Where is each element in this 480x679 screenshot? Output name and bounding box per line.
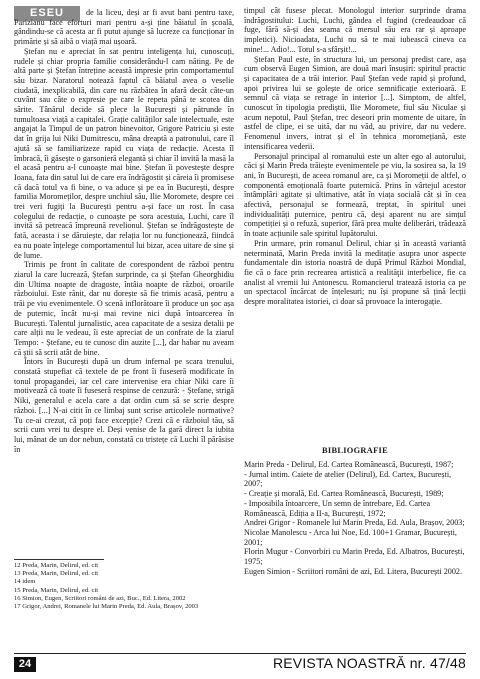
- footnote-item: 13 Preda, Marin, Delirul, ed. cit: [14, 570, 99, 578]
- footnote-item: 17 Grigor, Andrei, Romanele lui Marin Preda, Ed. Aula, Brașov, 2003: [14, 603, 199, 611]
- bibliography-title: BIBLIOGRAFIE: [322, 446, 388, 455]
- footer-rule: [14, 653, 466, 654]
- bibliography-entry: Florin Mugur - Convorbiri cu Marin Preda, Ed. Albatros, București, 1975;: [244, 547, 465, 567]
- left-paragraph-3: Trimis pe front în calitate de corespondent de război pentru ziarul la care lucrează, Ștefan surprinde, ca și Ștefan Gheorghidiu din Ultima noapte de dragoste, întâia noapte de război, oroarile războiului. Este rănit, dar nu dorește să fie trimis acasă, pentru a trăi pe viu evenimentele. O scenă inflorătoare îi produce un șoc așa de puternic, încât nu-și mai revine nici după întoarcerea în București. Talentul jurnalistic, acea capacitate de a sesiza detalii pe care alții nu le vedeau, îi este apreciat de un confrate de la ziarul Tempo: - Ștefane, eu te cunosc din auzite [...], dar habar nu aveam că știi să scrii atât de bine.: [14, 260, 234, 357]
- footnote-separator: [14, 559, 104, 560]
- left-paragraph-2: Ștefan nu e apreciat în sat pentru inteligența lui, cunoscuți, rudele și chiar propria familie considerându-l cam năting. Pe de altă parte și Ștefan întreține această impresie prin comportamentul său bizar. Naratorul notează faptul că băiatul avea o veselie ciudată, inexplicabilă, din care nu răzbătea în afară decât câte-un cuvânt sau câte o expresie pe care le repeta până te scotea din sărite. Tânărul decide să plece la București și pătrunde în tumultoasa viață a capitalei. Grație calităților sale intelectuale, este angajat la Timpul de un patron binevoitor, Grigore Patriciu și este dat în grija lui Niki Dumitrescu, mâna dreaptă a patronului, care îl ajută să se familiarizeze rapid cu viața de redacție. Acesta îl îmbracă, îi găsește o garsonieră elegantă și chiar îl invită la masă la el acasă pentru a-l cunoaște mai bine. Ștefan îi povestește despre Ioana, fata din satul lui de care era îndrăgostit și căreia îi promisese că dacă totul va fi bine, o va aduce și pe ea în București, despre familia Moromeților, despre unchiul său, Ilie Moromete, despre cei trei veri fugiți la București pentru a-și face un rost. În casa colegului de redacție, o cunoaște pe sora acestuia, Luchi, care îl invită să petreacă împreună revelionul. Ștefan se îndrăgostește de fată, aceasta i se dăruiește, dar relația lor nu funcționează, fiindcă ea nu poate înțelege comportamentul lui bizar, acea uitare de sine și de lume.: [14, 46, 234, 260]
- section-banner: ESEU: [14, 6, 80, 21]
- left-paragraph-1: de la liceu, deși ar fi avut bani pentru taxe, Parizianu face eforturi mari pentru a-și ține băiatul în școală, gândindu-se că acesta ar fi putut ajunge să lucreze ca funcționar în primărie și să aibă o viață mai ușoară.: [14, 8, 234, 47]
- bibliography-list: [244, 460, 466, 576]
- bibliography-entry: - Imposibila întoarcere, Un semn de întrebare, Ed. Cartea Românească, Ediția a II-a, București, 1972;: [244, 498, 431, 518]
- page-number: 24: [14, 657, 36, 672]
- footnote-item: 12 Preda, Marin, Delirul, ed. cit: [14, 562, 99, 569]
- bibliography-entry: - Jurnal intim. Caiete de atelier (Delirul), Ed. Cartex, București, 2007;: [244, 469, 452, 489]
- bibliography-entry: Andrei Grigor - Romanele lui Marin Preda, Ed. Aula, Brașov, 2003;: [244, 518, 465, 528]
- right-paragraph-3: Personajul principal al romanului este un alter ego al autorului, căci și Marin Preda trăiește evenimentele pe viu, la sosirea sa, la 19 ani, în București, de aceea romanul are, ca și Moromeții de altfel, o componentă emoțională foarte puternică. Prins în vârtejul acestor întâmplări agitate și ultimative, atât în viața socială cât și în cea afectivă, personajul se formează, treptat, în spiritul unei individualități puternice, pentru că, deși aparent nu are simțul competiției și o refuză, superior, fără prea multe deliberări, trădează în toate acțiunile sale spiritul lupătorului.: [244, 151, 466, 239]
- right-paragraph-4: Prin urmare, prin romanul Delirul, chiar și în această variantă neterminată, Marin Preda invită la meditație asupra unor aspecte fundamentale din istoria noastră de după Primul Război Mondial, fie că o face prin recrearea artistică a realităţii interbelice, fie ca analist al vremii lui Antonescu. Romancierul tratează istoria ca pe un spectacol încărcat de înțelesuri; nu își propune să țină lecții despre moralitatea istoriei, ci doar să provoace la interogație.: [244, 238, 466, 307]
- footnotes: [14, 562, 244, 611]
- right-paragraph-2: Ștefan Paul este, în structura lui, un personaj predist care, așa cum observă Eugen Simion, are două mari însușiri: spiritul practic și capacitatea de a trăi interior. Paul Ștefan vede rapid și profund, apoi privirea lui se golește de orice semnificație exterioară. E semnul că viața se retrage în interior [...]. Simptom, de altfel, cunoscut în tipologia prediștii, Ilie Moromete, fiul său Niculae și acum nepotul, Paul Ștefan, trec deseori prin momente de uitare, în astfel de clipe, ei se uită, dar nu văd, au privire, dar nu vedere. Fenomenul invers, intrat și el în tehnica moromețiană, este intensificarea vederii.: [244, 54, 466, 151]
- left-column: [14, 8, 234, 454]
- bibliography-entry: Nicolae Manolescu - Arca lui Noe, Ed. 100+1 Gramar, București, 2001;: [244, 527, 457, 547]
- bibliography-entry: Eugen Simion - Scriitori români de azi, Ed. Litera, București 2002.: [244, 566, 462, 576]
- footnote-item: 15 Preda, Marin, Delirul, ed. cit: [14, 586, 99, 594]
- right-column: [244, 6, 466, 307]
- journal-title: REVISTA NOASTRĂ nr. 47/48: [272, 655, 466, 671]
- left-paragraph-4: Întors în București după un drum infernal pe scara trenului, constată stupefiat că textele de pe front îi fuseseră modificate în tonul propagandei, iar cel care intervenise era chiar Niki care îi motivează că toate îi fuseseră respinse de cenzură: - Ștefane, strigă Niki, generalul e acela care a dat ordin cum să se scrie despre război. [...] N-ai citit în ce limbaj sunt scrise articolele normative? Tu ce-ai crezut, că poți face excepție? Crezi că e războiul tău, să scrii cum vrei tu despre el. Deși venise de la gară direct la iubita lui, mânat de un dor nebun, constată cu tristețe că Luchi îl părăsise în: [14, 357, 234, 454]
- bibliography-entry: - Creație și morală, Ed. Cartea Românească, București, 1989;: [244, 489, 444, 499]
- right-paragraph-1: timpul cât fusese plecat. Monologul interior surprinde drama îndrăgostitului: Luchi, Luchi, gândea el fugind (credeaudoar că fuge, fără să-și dea seama că mersul său era rar și aproape impletici). Nicioadata, Luchi nu să te mai iubească cineva ca mine!... Adio!... Totul s-a sfârșit!...: [244, 6, 466, 54]
- footnote-item: 14 idem: [14, 578, 36, 586]
- footnote-item: 16 Simion, Eugen, Scriitori români de azi, Buc., Ed. Litera, 2002: [14, 594, 186, 602]
- bibliography-entry: Marin Preda - Delirul, Ed. Cartea Românească, București, 1987;: [244, 460, 454, 469]
